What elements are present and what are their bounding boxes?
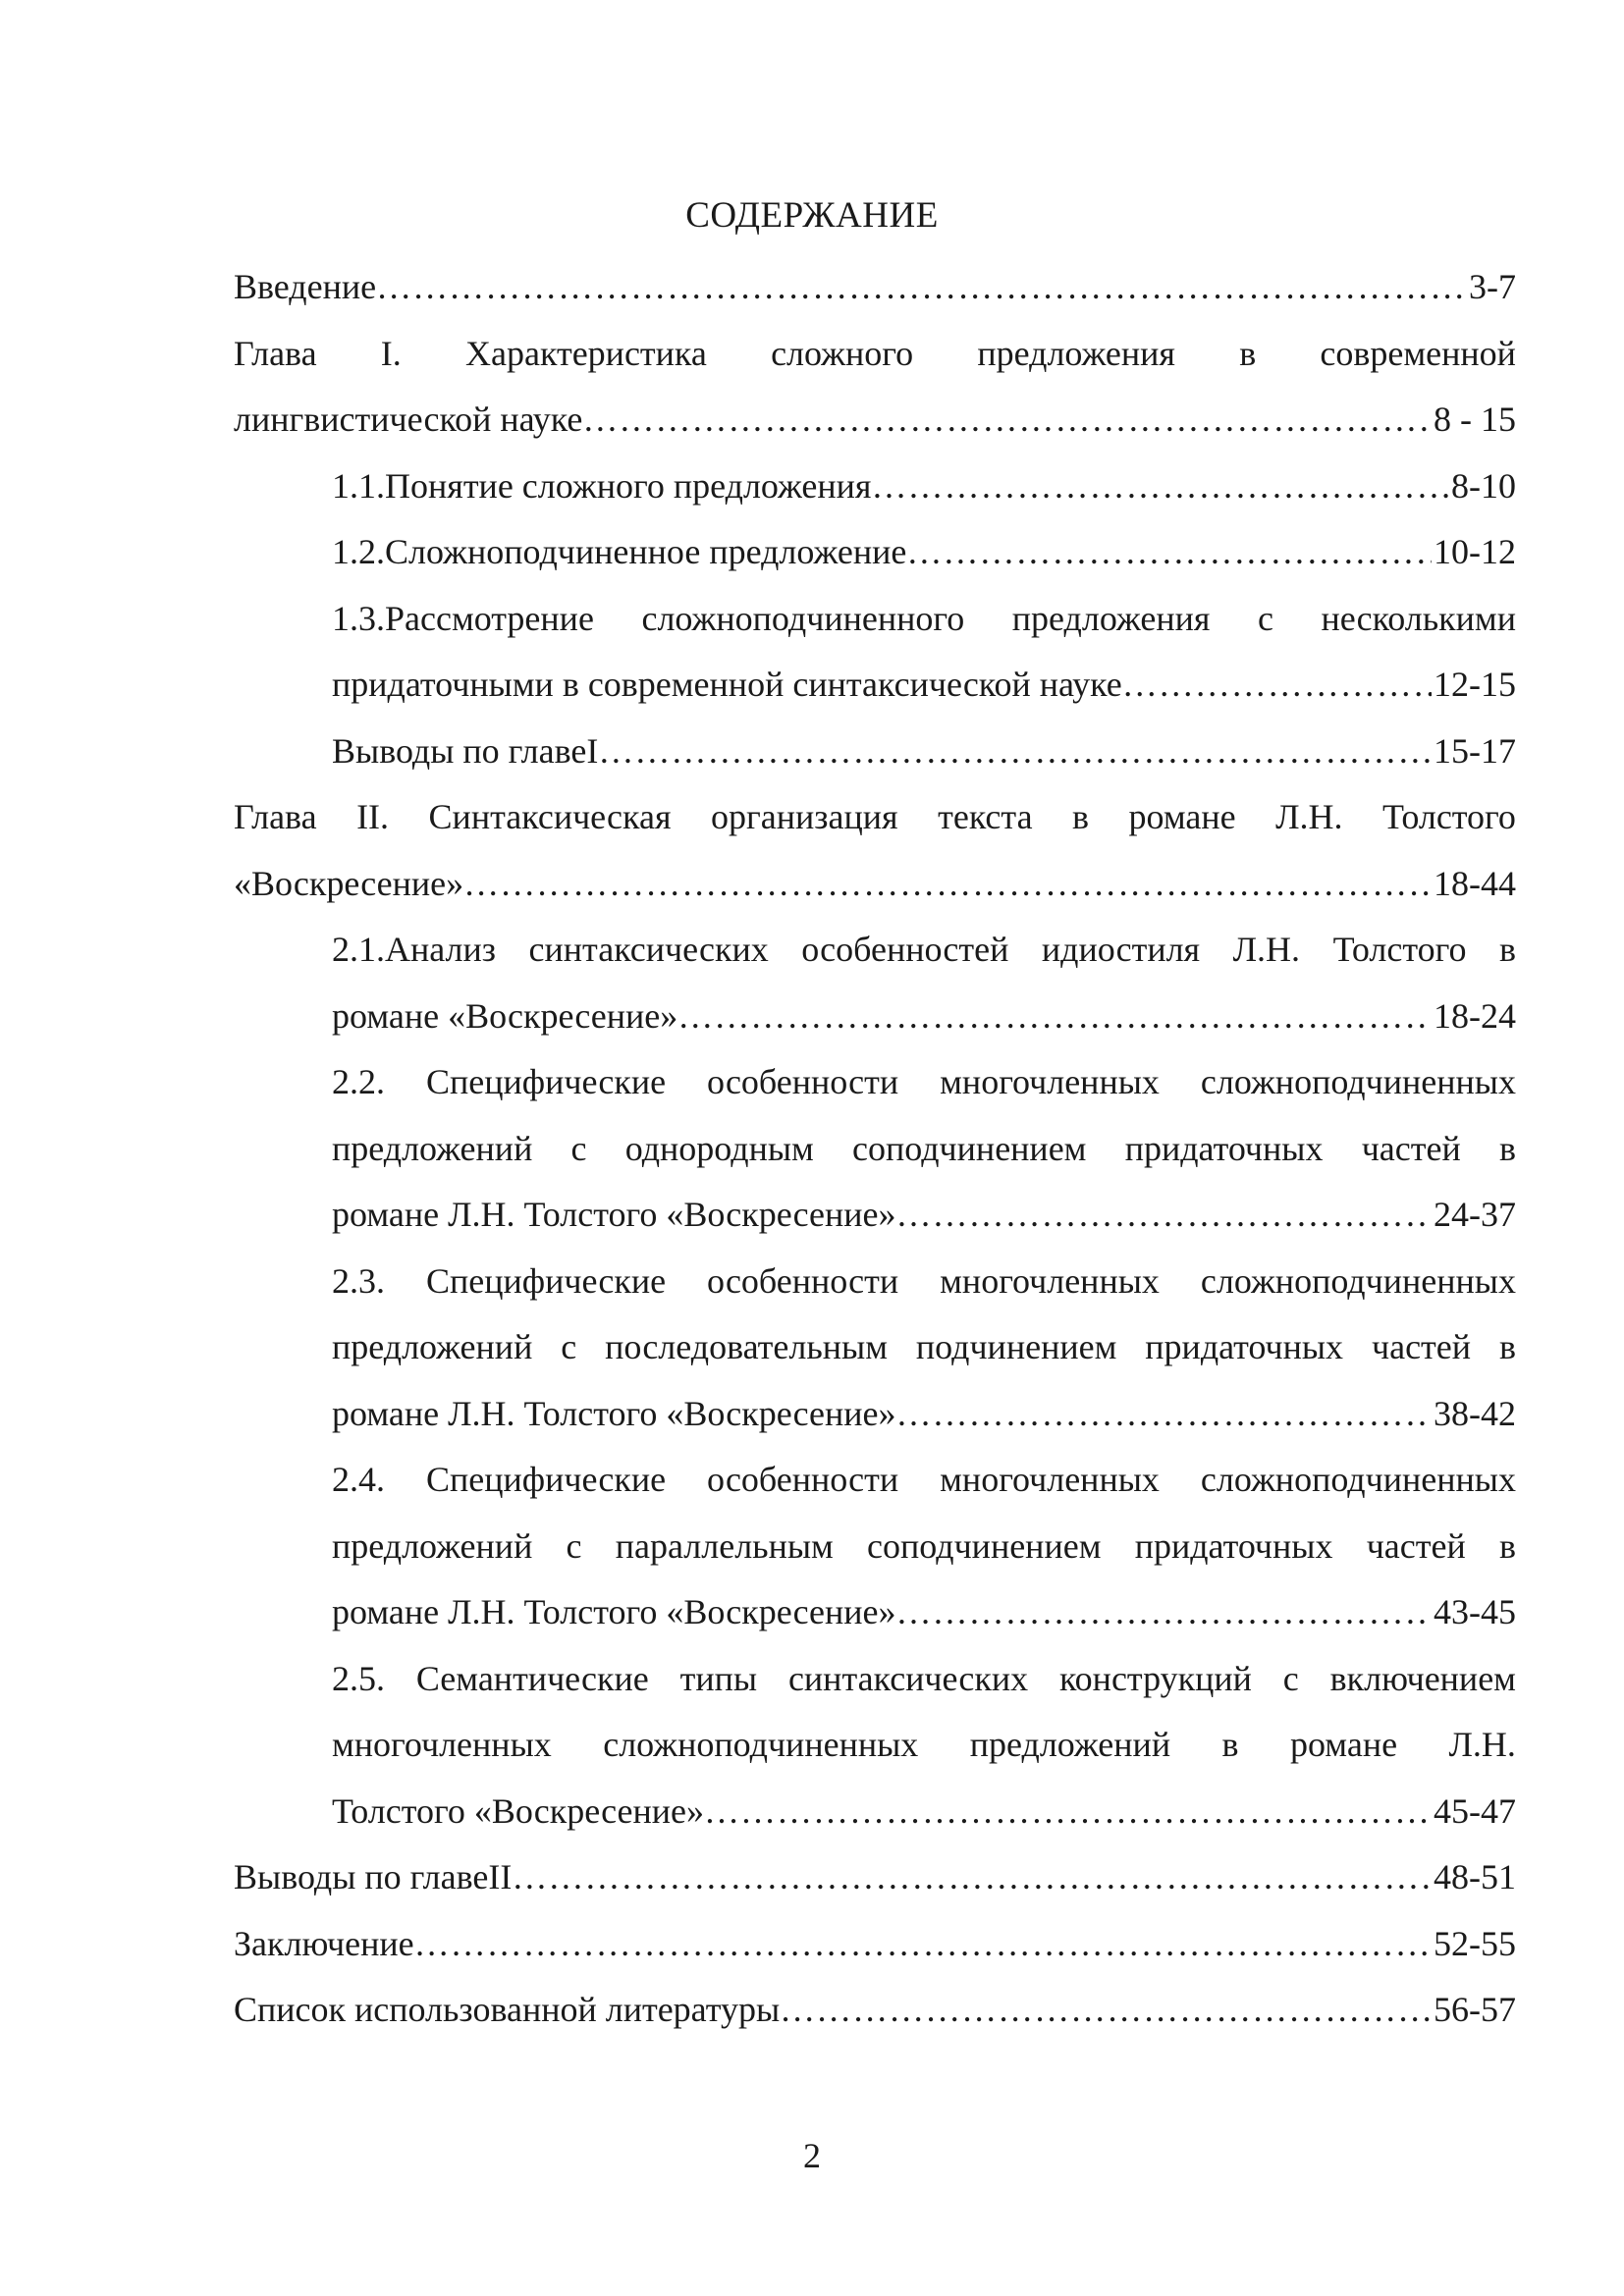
- toc-word: 2.5.: [332, 1658, 385, 1698]
- toc-word: подчинением: [915, 1327, 1117, 1366]
- toc-entry-title: 1.2.Сложноподчиненное предложение: [332, 532, 907, 571]
- toc-entry-line: [234, 784, 1516, 851]
- toc-entry[interactable]: [234, 1911, 1516, 1978]
- toc-entry-last-line: [332, 519, 1516, 586]
- toc-word: особенностей: [801, 930, 1009, 969]
- toc-word: предложений: [332, 1327, 533, 1366]
- toc-word: придаточных: [1134, 1525, 1333, 1566]
- toc-word: Толстого: [1382, 797, 1516, 836]
- toc-entry[interactable]: [234, 1447, 1516, 1646]
- toc-entry-line: [332, 1514, 1516, 1580]
- toc-entry[interactable]: [234, 1249, 1516, 1448]
- toc-word: многочленных: [940, 1062, 1160, 1101]
- toc-word: текста: [938, 797, 1033, 836]
- toc-word: сложноподчиненных: [1200, 1460, 1516, 1499]
- dot-leader: [463, 851, 1432, 918]
- toc-entry[interactable]: [234, 586, 1516, 719]
- toc-entry[interactable]: [234, 519, 1516, 586]
- toc-word: в: [1498, 930, 1516, 969]
- toc-word: с: [1282, 1658, 1299, 1698]
- toc-word: особенности: [707, 1260, 899, 1301]
- toc-entry-title: романе «Воскресение»: [332, 995, 678, 1036]
- toc-entry-line: [332, 586, 1516, 653]
- toc-entry-title: романе Л.Н. Толстого «Воскресение»: [332, 1195, 896, 1234]
- dot-leader: [1122, 652, 1432, 719]
- toc-entry-page: 8-10: [1451, 465, 1516, 506]
- page-title: СОДЕРЖАНИЕ: [685, 195, 939, 236]
- toc-entry-page: 10-12: [1434, 532, 1516, 571]
- toc-entry-title: романе Л.Н. Толстого «Воскресение»: [332, 1592, 896, 1631]
- toc-entry-page: 18-44: [1434, 863, 1516, 903]
- toc-word: с: [570, 1128, 587, 1168]
- toc-word: включением: [1329, 1658, 1516, 1698]
- toc-entry-title: 1.1.Понятие сложного предложения: [332, 465, 872, 506]
- toc-word: сложного: [771, 333, 914, 373]
- toc-entry-page: 8 - 15: [1434, 400, 1516, 439]
- toc-word: несколькими: [1321, 598, 1516, 638]
- dot-leader: [906, 519, 1432, 586]
- toc-word: многочленных: [940, 1460, 1160, 1499]
- toc-entry-line: [332, 1116, 1516, 1183]
- toc-word: сложноподчиненных: [1200, 1260, 1516, 1301]
- toc-word: многочленных: [940, 1260, 1160, 1301]
- dot-leader: [582, 387, 1432, 454]
- toc-word: 2.2.: [332, 1062, 385, 1101]
- toc-word: Глава: [234, 797, 317, 836]
- toc-word: в: [1239, 333, 1257, 373]
- toc-word: в: [1072, 797, 1090, 836]
- toc-entry-page: 15-17: [1434, 730, 1516, 771]
- toc-word: 2.4.: [332, 1460, 385, 1499]
- toc-word: Семантические: [415, 1658, 649, 1698]
- toc-entry-line: [332, 1049, 1516, 1116]
- toc-word: современной: [1320, 333, 1516, 373]
- toc-word: с: [561, 1327, 577, 1366]
- toc-entry-last-line: [332, 1381, 1516, 1448]
- toc-word: синтаксических: [528, 930, 769, 969]
- toc-entry-line: [332, 1712, 1516, 1779]
- toc-word: 2.1.Анализ: [332, 930, 497, 969]
- toc-word: последовательным: [605, 1327, 888, 1366]
- toc-word: типы: [679, 1658, 758, 1698]
- toc-word: в: [1221, 1725, 1239, 1764]
- toc-word: II.: [356, 797, 390, 836]
- toc-word: 1.3.Рассмотрение: [332, 598, 594, 638]
- toc-word: романе: [1289, 1725, 1398, 1764]
- toc-word: Л.Н.: [1448, 1725, 1516, 1764]
- toc-word: однородным: [624, 1128, 814, 1168]
- toc-entry-last-line: [332, 1779, 1516, 1845]
- toc-word: частей: [1361, 1128, 1461, 1168]
- toc-word: сложноподчиненных: [603, 1725, 919, 1764]
- toc-entry[interactable]: [234, 719, 1516, 785]
- toc-entry[interactable]: [234, 321, 1516, 454]
- toc-entry-last-line: [234, 1911, 1516, 1978]
- toc-word: придаточных: [1145, 1327, 1344, 1366]
- toc-entry-last-line: [332, 984, 1516, 1050]
- toc-word: Специфические: [425, 1460, 667, 1499]
- dot-leader: [414, 1911, 1432, 1978]
- toc-entry-line: [234, 321, 1516, 388]
- toc-word: Л.Н.: [1275, 797, 1343, 836]
- toc-word: частей: [1366, 1525, 1466, 1566]
- toc-entry-line: [332, 1646, 1516, 1713]
- toc-entry-last-line: [332, 1579, 1516, 1646]
- toc-word: соподчинением: [852, 1128, 1087, 1168]
- toc-word: в: [1498, 1128, 1516, 1168]
- toc-entry[interactable]: [234, 917, 1516, 1049]
- toc-entry-page: 18-24: [1434, 995, 1516, 1036]
- toc-entry-page: 12-15: [1434, 665, 1516, 704]
- toc-word: предложения: [1011, 598, 1211, 638]
- toc-entry-page: 56-57: [1434, 1990, 1516, 2029]
- toc-word: Толстого: [1332, 930, 1467, 969]
- toc-word: I.: [380, 333, 402, 373]
- toc-word: романе: [1128, 797, 1236, 836]
- toc-entry-last-line: [234, 1844, 1516, 1911]
- toc-entry-title: Выводы по главеII: [234, 1857, 513, 1896]
- toc-entry-last-line: [332, 454, 1516, 520]
- toc-entry-page: 45-47: [1434, 1790, 1516, 1831]
- toc-word: в: [1498, 1327, 1516, 1366]
- toc-word: особенности: [707, 1460, 899, 1499]
- dot-leader: [704, 1779, 1432, 1845]
- toc-entry-title: Толстого «Воскресение»: [332, 1790, 705, 1831]
- page-number: 2: [803, 2136, 821, 2175]
- dot-leader: [896, 1579, 1432, 1646]
- toc-entry-last-line: [234, 387, 1516, 454]
- toc-word: предложений: [332, 1128, 533, 1168]
- dot-leader: [896, 1182, 1432, 1249]
- toc-word: организация: [711, 797, 898, 836]
- toc-entry[interactable]: [234, 1646, 1516, 1845]
- dot-leader: [677, 984, 1432, 1050]
- toc-word: предложения: [977, 333, 1175, 373]
- toc-word: с: [1257, 598, 1273, 638]
- toc-entry-last-line: [234, 254, 1516, 321]
- toc-word: с: [566, 1525, 582, 1566]
- toc-word: Характеристика: [465, 333, 707, 373]
- toc-word: синтаксических: [787, 1658, 1029, 1698]
- toc-word: Синтаксическая: [428, 797, 672, 836]
- toc-entry-page: 48-51: [1434, 1857, 1516, 1896]
- toc-entry-title: Выводы по главеI: [332, 730, 599, 771]
- toc-word: сложноподчиненного: [641, 598, 965, 638]
- toc-word: Глава: [234, 333, 317, 373]
- dot-leader: [598, 719, 1432, 785]
- toc-entry-last-line: [234, 851, 1516, 918]
- toc-entry-page: 24-37: [1434, 1195, 1516, 1234]
- dot-leader: [780, 1977, 1432, 2044]
- toc-entry[interactable]: [234, 454, 1516, 520]
- toc-entry-line: [332, 1249, 1516, 1315]
- toc-word: 2.3.: [332, 1260, 385, 1301]
- toc-word: предложений: [969, 1725, 1171, 1764]
- toc-entry-title: лингвистической науке: [234, 400, 583, 439]
- toc-word: сложноподчиненных: [1200, 1062, 1516, 1101]
- toc-entry-page: 3-7: [1469, 267, 1516, 306]
- toc-word: Специфические: [425, 1260, 667, 1301]
- toc-word: Л.Н.: [1232, 930, 1301, 969]
- toc-entry-last-line: [332, 1182, 1516, 1249]
- toc-entry-title: Заключение: [234, 1923, 414, 1963]
- toc-word: придаточных: [1124, 1128, 1324, 1168]
- toc-entry-title: «Воскресение»: [234, 863, 464, 903]
- toc-word: параллельным: [615, 1525, 834, 1566]
- toc-entry[interactable]: [234, 254, 1516, 321]
- dot-leader: [512, 1844, 1432, 1911]
- dot-leader: [376, 254, 1467, 321]
- toc-entry-page: 38-42: [1434, 1393, 1516, 1433]
- toc-word: частей: [1371, 1327, 1472, 1366]
- toc-word: многочленных: [332, 1725, 552, 1764]
- toc-entry-last-line: [234, 1977, 1516, 2044]
- toc-entry-page: 52-55: [1434, 1923, 1516, 1963]
- toc-word: Специфические: [425, 1062, 667, 1101]
- table-of-contents: [234, 254, 1516, 2044]
- toc-entry-line: [332, 1314, 1516, 1381]
- dot-leader: [871, 454, 1449, 520]
- toc-word: идиостиля: [1041, 930, 1201, 969]
- toc-entry-line: [332, 1447, 1516, 1514]
- dot-leader: [896, 1381, 1432, 1448]
- toc-word: особенности: [707, 1062, 899, 1101]
- toc-word: в: [1498, 1525, 1516, 1566]
- toc-entry-title: романе Л.Н. Толстого «Воскресение»: [332, 1393, 896, 1433]
- toc-entry[interactable]: [234, 1977, 1516, 2044]
- toc-entry-title: Введение: [234, 267, 377, 306]
- toc-entry[interactable]: [234, 1844, 1516, 1911]
- toc-entry[interactable]: [234, 1049, 1516, 1249]
- toc-entry[interactable]: [234, 784, 1516, 917]
- toc-entry-last-line: [332, 652, 1516, 719]
- toc-word: конструкций: [1059, 1658, 1252, 1698]
- toc-entry-last-line: [332, 719, 1516, 785]
- toc-entry-title: Список использованной литературы: [234, 1990, 781, 2029]
- toc-entry-line: [332, 917, 1516, 984]
- toc-entry-page: 43-45: [1434, 1592, 1516, 1631]
- toc-word: предложений: [332, 1525, 533, 1566]
- toc-word: соподчинением: [867, 1525, 1102, 1566]
- toc-entry-title: придаточными в современной синтаксической науке: [332, 665, 1122, 704]
